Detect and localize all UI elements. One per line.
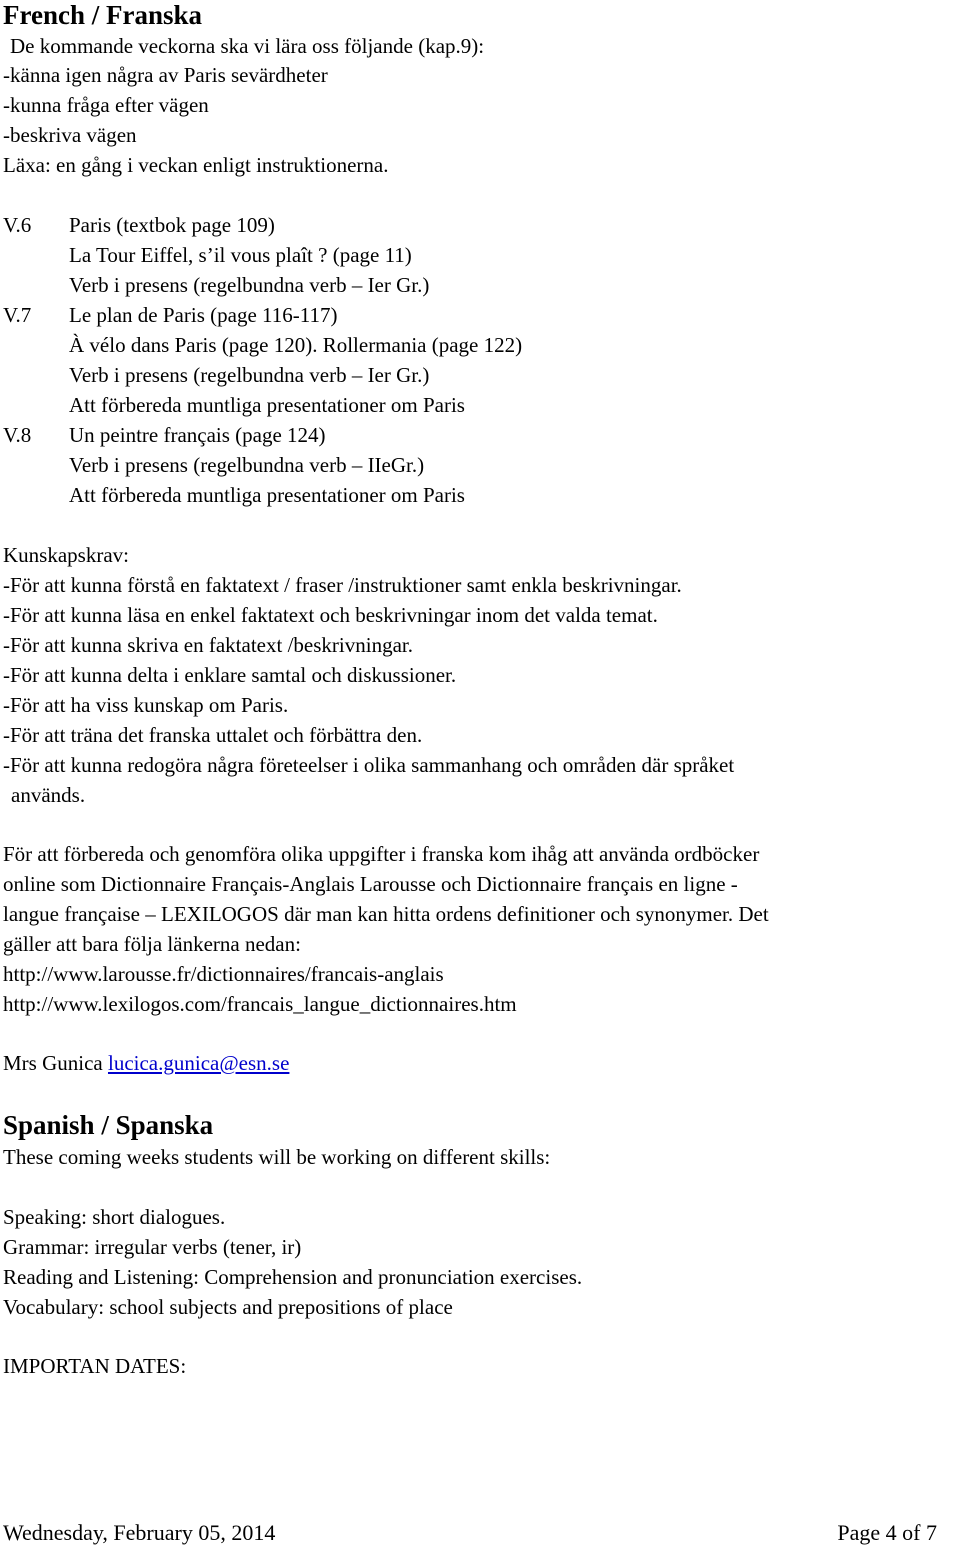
spanish-skill: Speaking: short dialogues.: [3, 1205, 226, 1229]
week-item: Un peintre français (page 124): [69, 423, 326, 447]
week-item: À vélo dans Paris (page 120). Rollermania (page 122): [69, 333, 523, 357]
spanish-intro: These coming weeks students will be working on different skills:: [3, 1145, 551, 1169]
dictionary-url-lexilogos: http://www.lexilogos.com/francais_langue_dictionnaires.htm: [3, 992, 517, 1016]
week-item: Verb i presens (regelbundna verb – Ier Gr.): [69, 273, 430, 297]
week-label: V.6: [3, 213, 32, 237]
dictionary-text: online som Dictionnaire Français-Anglais Larousse och Dictionnaire français en ligne -: [3, 872, 738, 896]
requirement-item: -För att kunna delta i enklare samtal och diskussioner.: [3, 663, 457, 687]
week-item: Verb i presens (regelbundna verb – IIeGr.): [69, 453, 425, 477]
french-heading: French / Franska: [3, 0, 203, 30]
dictionary-text: gäller att bara följa länkerna nedan:: [3, 932, 301, 956]
teacher-contact: [3, 1049, 289, 1077]
spanish-skill: Reading and Listening: Comprehension and pronunciation exercises.: [3, 1265, 583, 1289]
dictionary-url-larousse: http://www.larousse.fr/dictionnaires/francais-anglais: [3, 962, 444, 986]
spanish-skill: Grammar: irregular verbs (tener, ir): [3, 1235, 302, 1259]
french-homework: Läxa: en gång i veckan enligt instruktionerna.: [3, 153, 389, 177]
week-item: La Tour Eiffel, s’il vous plaît ? (page 11): [69, 243, 412, 267]
week-item: Att förbereda muntliga presentationer om Paris: [69, 483, 465, 507]
requirement-item: -För att kunna redogöra några företeelser i olika sammanhang och områden där språket: [3, 753, 735, 777]
footer-date: Wednesday, February 05, 2014: [3, 1520, 276, 1545]
dictionary-text: langue française – LEXILOGOS där man kan hitta ordens definitioner och synonymer. Det: [3, 902, 769, 926]
requirements-title: Kunskapskrav:: [3, 543, 129, 567]
teacher-name: Mrs Gunica: [3, 1051, 108, 1075]
week-item: Att förbereda muntliga presentationer om Paris: [69, 393, 465, 417]
important-dates-title: IMPORTAN DATES:: [3, 1354, 187, 1378]
week-item: Verb i presens (regelbundna verb – Ier Gr.): [69, 363, 430, 387]
french-goal: -beskriva vägen: [3, 123, 137, 147]
week-item: Le plan de Paris (page 116-117): [69, 303, 338, 327]
requirement-item: -För att kunna förstå en faktatext / fraser /instruktioner samt enkla beskrivningar.: [3, 573, 682, 597]
footer-page-number: Page 4 of 7: [837, 1520, 937, 1545]
requirement-item: används.: [11, 783, 86, 807]
week-label: V.8: [3, 423, 32, 447]
dictionary-text: För att förbereda och genomföra olika uppgifter i franska kom ihåg att använda ordböcker: [3, 842, 760, 866]
teacher-email-link[interactable]: lucica.gunica@esn.se: [107, 1051, 290, 1075]
requirement-item: -För att träna det franska uttalet och förbättra den.: [3, 723, 423, 747]
requirement-item: -För att ha viss kunskap om Paris.: [3, 693, 289, 717]
spanish-skill: Vocabulary: school subjects and prepositions of place: [3, 1295, 453, 1319]
french-goal: -känna igen några av Paris sevärdheter: [3, 63, 328, 87]
french-goal: -kunna fråga efter vägen: [3, 93, 209, 117]
requirement-item: -För att kunna skriva en faktatext /beskrivningar.: [3, 633, 413, 657]
requirement-item: -För att kunna läsa en enkel faktatext och beskrivningar inom det valda temat.: [3, 603, 658, 627]
week-label: V.7: [3, 303, 32, 327]
week-item: Paris (textbok page 109): [69, 213, 275, 237]
french-intro: De kommande veckorna ska vi lära oss följande (kap.9):: [10, 34, 485, 58]
spanish-heading: Spanish / Spanska: [3, 1110, 214, 1140]
